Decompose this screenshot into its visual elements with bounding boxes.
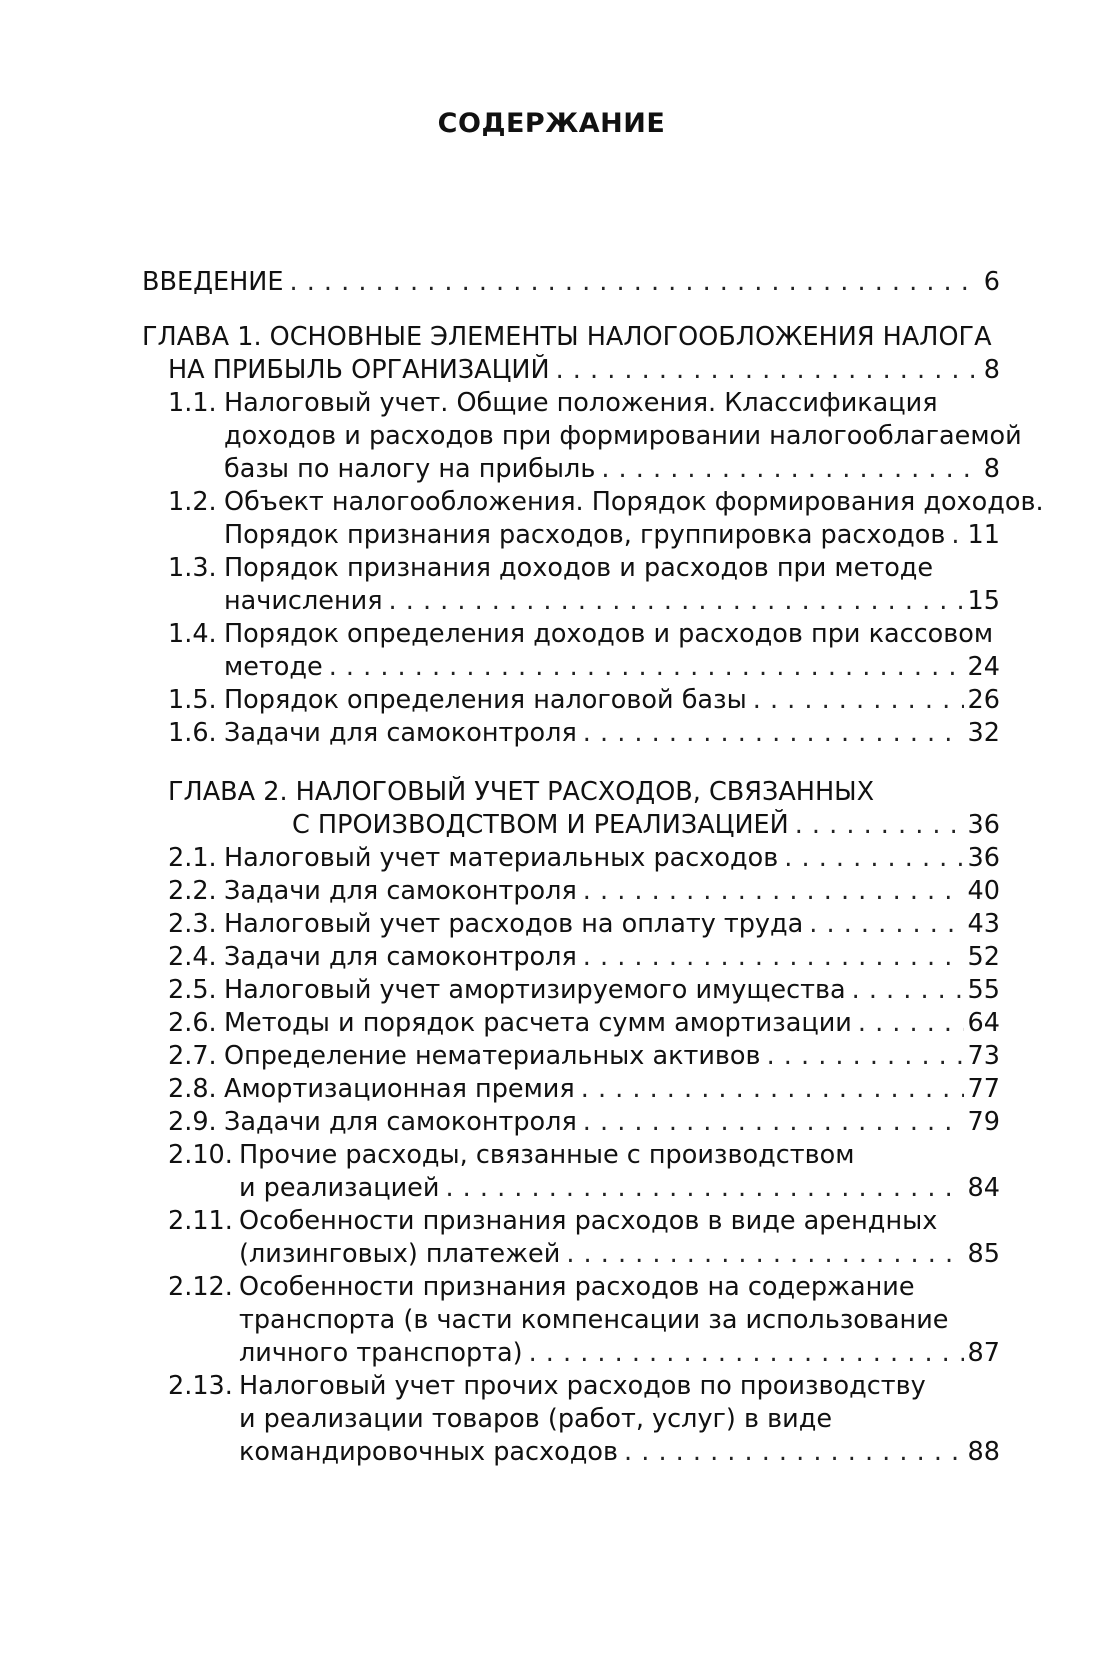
toc-page-number: 64 xyxy=(967,1008,1000,1038)
toc-section-number: 2.8. xyxy=(168,1074,217,1104)
toc-section-text: и реализации товаров (работ, услуг) в виде xyxy=(239,1404,833,1434)
toc-section-number: 1.2. xyxy=(168,487,217,517)
toc-page-number: 40 xyxy=(967,876,1000,906)
toc-section-number: 1.3. xyxy=(168,553,217,583)
toc-section-entry[interactable] xyxy=(142,1040,1000,1073)
toc-section-text: Налоговый учет материальных расходов xyxy=(224,843,779,873)
toc-section-text: Методы и порядок расчета сумм амортизации xyxy=(224,1008,852,1038)
toc-section-entry[interactable] xyxy=(142,618,1000,684)
toc-section-text: Порядок признания доходов и расходов при методе xyxy=(224,553,934,583)
toc-section-number: 1.1. xyxy=(168,388,217,418)
toc-section-text: (лизинговых) платежей xyxy=(239,1239,561,1269)
toc-page-number: 24 xyxy=(967,652,1000,682)
toc-page-number: 88 xyxy=(967,1437,1000,1467)
toc-section-number: 2.3. xyxy=(168,909,217,939)
toc-section-entry[interactable] xyxy=(142,1139,1000,1205)
toc-section-text: транспорта (в части компенсации за использование xyxy=(239,1305,949,1335)
dot-leader xyxy=(753,684,964,717)
toc-section-entry[interactable] xyxy=(142,842,1000,875)
toc-section-text: Задачи для самоконтроля xyxy=(224,942,577,972)
toc-section-text: Особенности признания расходов в виде арендных xyxy=(239,1206,938,1236)
toc-section-entry[interactable] xyxy=(142,684,1000,717)
toc-entry-label: ВВЕДЕНИЕ xyxy=(142,267,284,297)
chapter-title-line-2: НА ПРИБЫЛЬ ОРГАНИЗАЦИЙ xyxy=(168,355,550,385)
dot-leader xyxy=(858,1007,964,1040)
toc-section-entry[interactable] xyxy=(142,1271,1000,1370)
toc-section-entry[interactable] xyxy=(142,875,1000,908)
toc-page-number: 26 xyxy=(967,685,1000,715)
toc-section-text: Порядок определения доходов и расходов при кассовом xyxy=(224,619,994,649)
toc-section-text: базы по налогу на прибыль xyxy=(224,454,596,484)
toc-section-text: Налоговый учет амортизируемого имущества xyxy=(224,975,846,1005)
dot-leader xyxy=(290,266,980,299)
chapter-title-line-1: ГЛАВА 1. ОСНОВНЫЕ ЭЛЕМЕНТЫ НАЛОГООБЛОЖЕНИЯ НАЛОГА xyxy=(142,322,992,352)
page-title: СОДЕРЖАНИЕ xyxy=(437,108,666,139)
toc-section-entry[interactable] xyxy=(142,1205,1000,1271)
chapter-2-sections xyxy=(142,842,1000,1469)
chapter-1-sections xyxy=(142,387,1044,750)
toc-section-number: 2.6. xyxy=(168,1008,217,1038)
toc-section-text: Задачи для самоконтроля xyxy=(224,718,577,748)
table-of-contents xyxy=(142,266,1044,1469)
toc-section-text: Объект налогообложения. Порядок формирования доходов. xyxy=(224,487,1044,517)
toc-section-entry[interactable] xyxy=(142,552,1000,618)
dot-leader xyxy=(529,1337,964,1370)
dot-leader xyxy=(852,974,964,1007)
toc-section-number: 2.12. xyxy=(168,1272,233,1302)
toc-section-entry[interactable] xyxy=(142,908,1000,941)
dot-leader xyxy=(445,1172,963,1205)
toc-page-number: 55 xyxy=(967,975,1000,1005)
toc-entry-intro[interactable] xyxy=(142,266,1000,299)
dot-leader xyxy=(601,453,979,486)
dot-leader xyxy=(566,1238,963,1271)
toc-page-number: 15 xyxy=(967,586,1000,616)
toc-page-number: 32 xyxy=(967,718,1000,748)
toc-page-number: 77 xyxy=(967,1074,1000,1104)
toc-section-entry[interactable] xyxy=(142,486,1044,552)
toc-section-number: 2.11. xyxy=(168,1206,233,1236)
toc-section-text: личного транспорта) xyxy=(239,1338,523,1368)
toc-section-text: Налоговый учет. Общие положения. Классификация xyxy=(224,388,938,418)
toc-page-number: 36 xyxy=(967,810,1000,840)
toc-section-entry[interactable] xyxy=(142,941,1000,974)
dot-leader xyxy=(583,1106,964,1139)
toc-section-number: 2.4. xyxy=(168,942,217,972)
toc-section-entry[interactable] xyxy=(142,717,1000,750)
dot-leader xyxy=(329,651,964,684)
toc-page-number: 8 xyxy=(983,454,1000,484)
toc-page-number: 85 xyxy=(967,1239,1000,1269)
toc-section-number: 2.7. xyxy=(168,1041,217,1071)
toc-section-entry[interactable] xyxy=(142,387,1022,486)
dot-leader xyxy=(767,1040,964,1073)
toc-section-text: доходов и расходов при формировании налогооблагаемой xyxy=(224,421,1022,451)
toc-section-text: Задачи для самоконтроля xyxy=(224,876,577,906)
toc-section-entry[interactable] xyxy=(142,1007,1000,1040)
toc-section-text: Налоговый учет расходов на оплату труда xyxy=(224,909,804,939)
dot-leader xyxy=(581,1073,964,1106)
dot-leader xyxy=(809,908,963,941)
toc-page-number: 52 xyxy=(967,942,1000,972)
toc-chapter-1[interactable] xyxy=(142,321,1000,387)
dot-leader xyxy=(556,354,980,387)
toc-section-entry[interactable] xyxy=(142,1106,1000,1139)
toc-page-number: 79 xyxy=(967,1107,1000,1137)
toc-page-number: 43 xyxy=(967,909,1000,939)
toc-section-text: начисления xyxy=(224,586,383,616)
toc-section-number: 2.9. xyxy=(168,1107,217,1137)
toc-section-number: 2.10. xyxy=(168,1140,233,1170)
dot-leader xyxy=(624,1436,964,1469)
toc-section-number: 2.1. xyxy=(168,843,217,873)
dot-leader xyxy=(951,519,963,552)
toc-section-text: методе xyxy=(224,652,323,682)
toc-section-text: Амортизационная премия xyxy=(224,1074,575,1104)
toc-section-text: Налоговый учет прочих расходов по производству xyxy=(239,1371,926,1401)
toc-section-text: командировочных расходов xyxy=(239,1437,619,1467)
toc-page-number: 36 xyxy=(967,843,1000,873)
toc-section-text: и реализацией xyxy=(239,1173,440,1203)
toc-page-number: 11 xyxy=(967,520,1000,550)
toc-section-number: 2.2. xyxy=(168,876,217,906)
toc-page-number: 8 xyxy=(983,355,1000,385)
toc-section-entry[interactable] xyxy=(142,1073,1000,1106)
toc-section-text: Задачи для самоконтроля xyxy=(224,1107,577,1137)
toc-section-number: 2.5. xyxy=(168,975,217,1005)
dot-leader xyxy=(583,717,964,750)
chapter-title-line-1: ГЛАВА 2. НАЛОГОВЫЙ УЧЕТ РАСХОДОВ, СВЯЗАННЫХ xyxy=(168,777,875,807)
toc-page-number: 6 xyxy=(983,267,1000,297)
toc-chapter-2[interactable] xyxy=(142,776,1000,842)
dot-leader xyxy=(583,875,964,908)
dot-leader xyxy=(795,809,964,842)
toc-section-number: 1.5. xyxy=(168,685,217,715)
toc-section-text: Определение нематериальных активов xyxy=(224,1041,761,1071)
toc-section-number: 1.4. xyxy=(168,619,217,649)
toc-page-number: 87 xyxy=(967,1338,1000,1368)
toc-section-text: Порядок определения налоговой базы xyxy=(224,685,747,715)
dot-leader xyxy=(389,585,964,618)
toc-page-number: 73 xyxy=(967,1041,1000,1071)
toc-section-entry[interactable] xyxy=(142,1370,1000,1469)
toc-section-text: Особенности признания расходов на содержание xyxy=(239,1272,915,1302)
dot-leader xyxy=(583,941,964,974)
chapter-title-line-2: С ПРОИЗВОДСТВОМ И РЕАЛИЗАЦИЕЙ xyxy=(292,810,789,840)
toc-section-entry[interactable] xyxy=(142,974,1000,1007)
toc-section-text: Порядок признания расходов, группировка расходов xyxy=(224,520,946,550)
toc-page-number: 84 xyxy=(967,1173,1000,1203)
toc-section-number: 2.13. xyxy=(168,1371,233,1401)
toc-section-number: 1.6. xyxy=(168,718,217,748)
dot-leader xyxy=(784,842,963,875)
toc-section-text: Прочие расходы, связанные с производством xyxy=(239,1140,855,1170)
